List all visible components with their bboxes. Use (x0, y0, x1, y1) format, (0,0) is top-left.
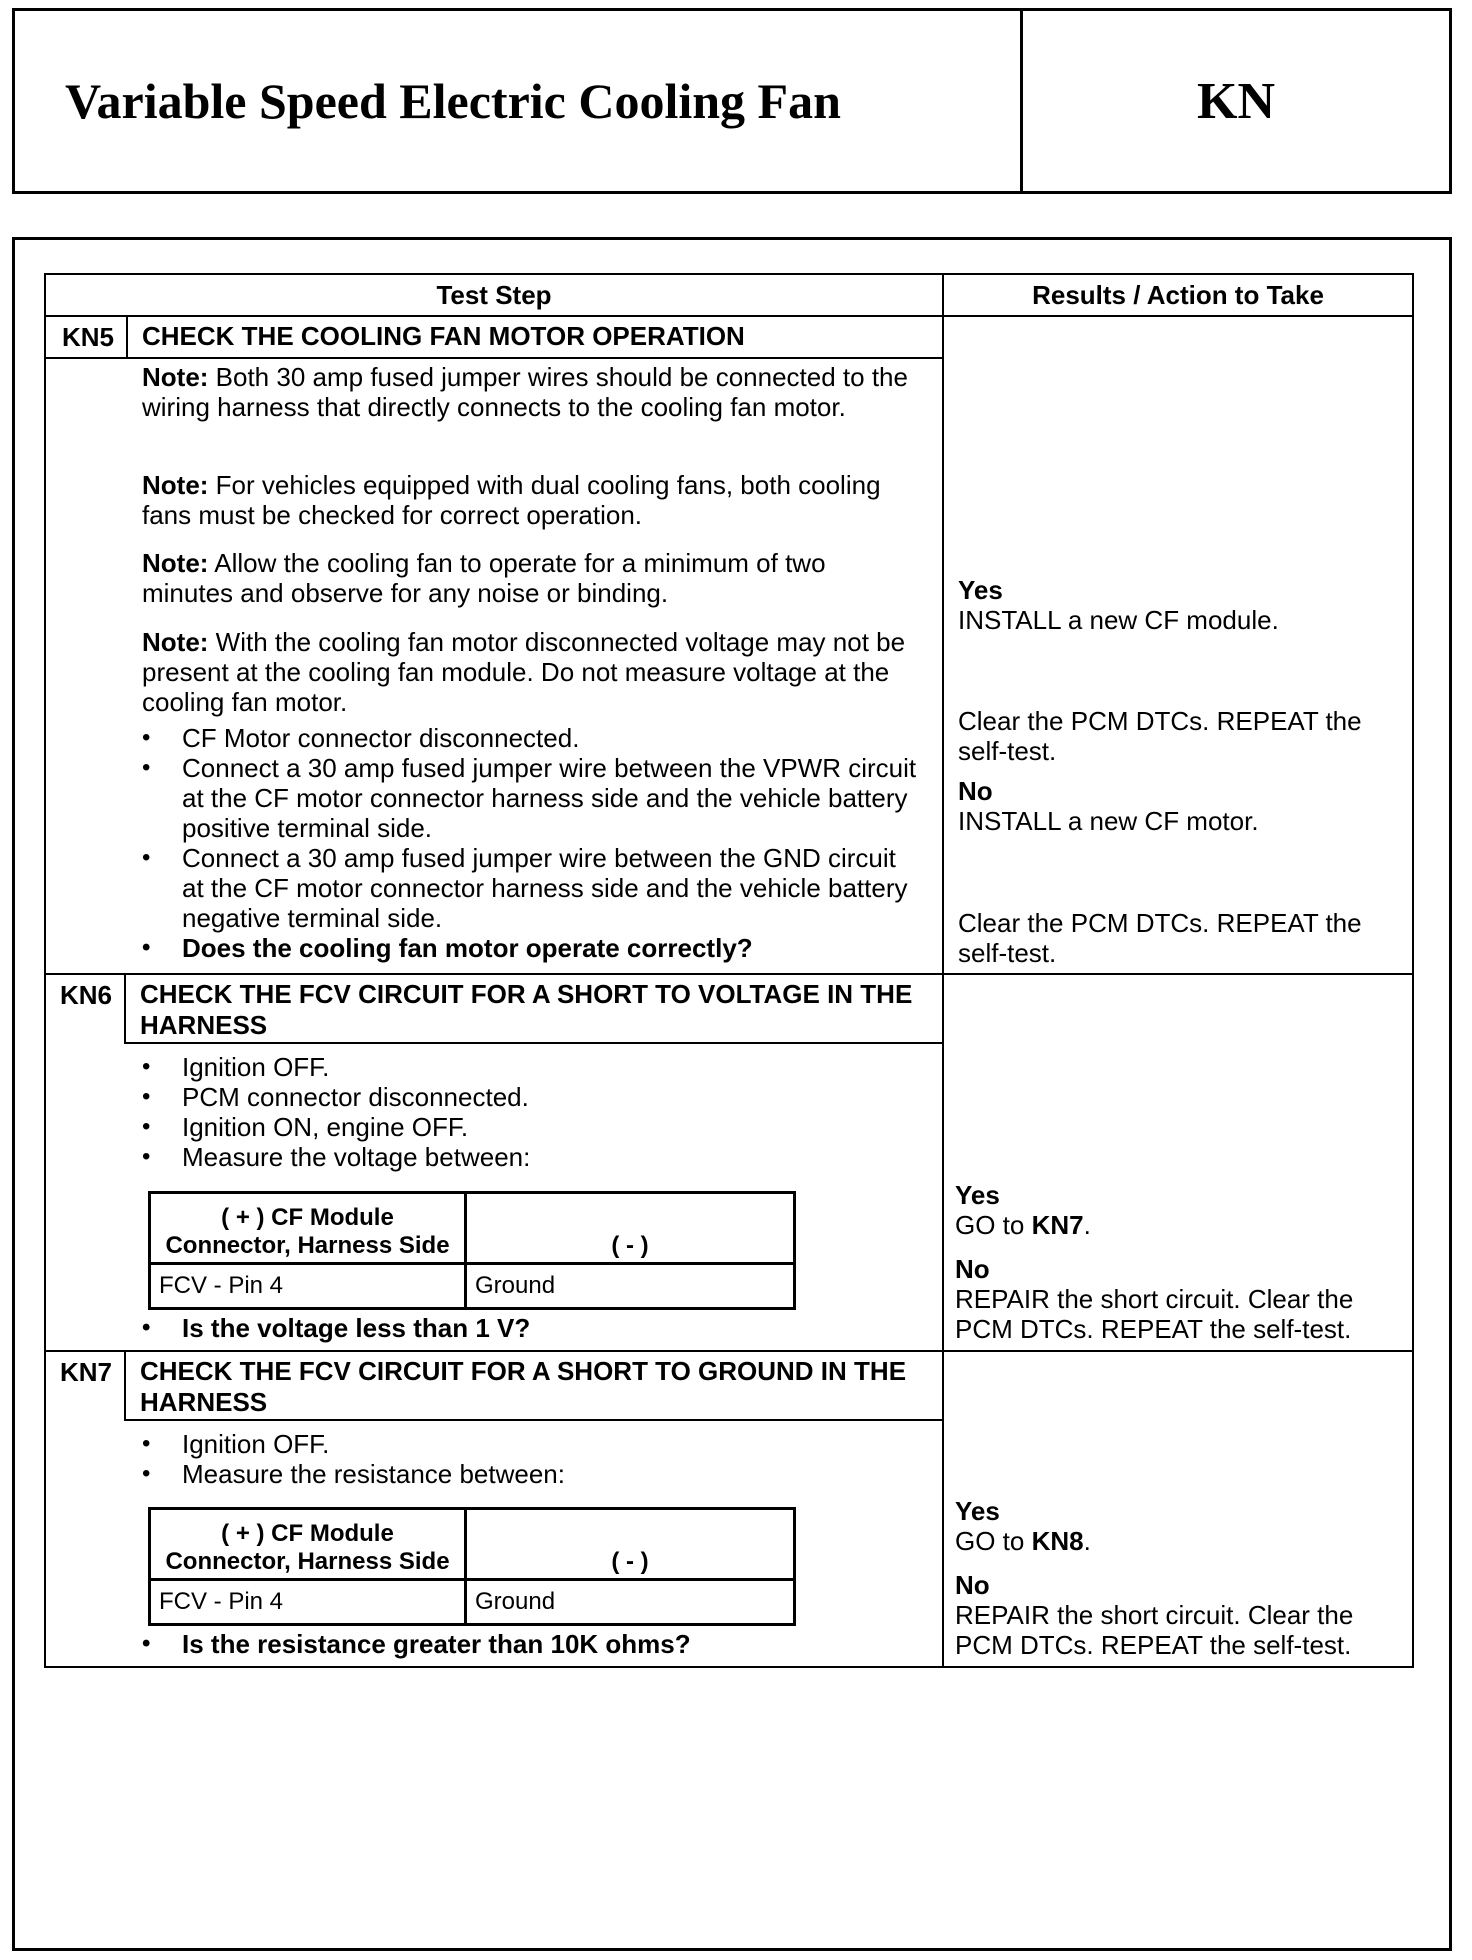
kn6-yes-result: Yes GO to KN7. (955, 1180, 1405, 1240)
kn6-heading-divider (124, 1042, 944, 1044)
kn5-question: • Does the cooling fan motor operate correctly? (140, 933, 920, 963)
kn5-no-clear: Clear the PCM DTCs. REPEAT the self-test. (958, 908, 1362, 968)
kn5-heading-divider (44, 357, 944, 359)
mini-cell-negative: Ground (466, 1580, 795, 1625)
table-border-right (1412, 273, 1414, 1668)
column-header-test-step: Test Step (436, 279, 552, 310)
section-code: KN (1197, 72, 1275, 130)
header-row-divider (44, 315, 1414, 317)
table-border-bottom (44, 1666, 1414, 1668)
kn6-measurement-table (148, 1191, 796, 1310)
list-item: • PCM connector disconnected. (140, 1082, 920, 1112)
kn7-heading: CHECK THE FCV CIRCUIT FOR A SHORT TO GROUND IN THE HARNESS (140, 1356, 907, 1417)
mini-header-negative: ( - ) (466, 1193, 795, 1264)
kn5-heading: CHECK THE COOLING FAN MOTOR OPERATION (142, 321, 745, 351)
kn5-yes-result (958, 575, 1403, 635)
kn5-note-1: Note: Both 30 amp fused jumper wires should be connected to the wiring harness that directly connects to the cooling fan motor. (142, 362, 908, 422)
kn6-question: • Is the voltage less than 1 V? (140, 1313, 920, 1343)
no-label: No (955, 1254, 990, 1284)
kn7-measurement-table (148, 1507, 796, 1626)
list-item: • Ignition OFF. (140, 1052, 920, 1082)
kn5-note-3: Note: Allow the cooling fan to operate for a minimum of two minutes and observe for any noise or binding. (142, 548, 826, 608)
no-label: No (955, 1570, 990, 1600)
table-border-left (44, 273, 46, 1668)
column-header-results: Results / Action to Take (1032, 279, 1324, 310)
kn5-note-4: Note: With the cooling fan motor disconnected voltage may not be present at the cooling fan module. Do not measure voltage at the cooling fan motor. (142, 627, 906, 717)
yes-label: Yes (958, 575, 1003, 605)
yes-label: Yes (955, 1180, 1000, 1210)
yes-go: GO to (955, 1526, 1032, 1556)
mini-header-positive: ( + ) CF Module Connector, Harness Side (150, 1193, 466, 1264)
kn5-yes-clear: Clear the PCM DTCs. REPEAT the self-test. (958, 706, 1362, 766)
no-label: No (958, 776, 993, 806)
kn5-code-divider (126, 316, 128, 358)
kn6-question-list (140, 1313, 920, 1343)
mini-cell-positive: FCV - Pin 4 (150, 1264, 466, 1309)
kn7-heading-divider (124, 1419, 944, 1421)
kn7-no-result (955, 1570, 1405, 1660)
kn6-code: KN6 (59, 980, 112, 1010)
mini-cell-positive: FCV - Pin 4 (150, 1580, 466, 1625)
list-item: • Connect a 30 amp fused jumper wire between the VPWR circuit at the CF motor connector harness side and the vehicle battery positive terminal side. (140, 753, 920, 843)
mini-header-positive: ( + ) CF Module Connector, Harness Side (150, 1509, 466, 1580)
table-column-divider (942, 273, 944, 1668)
kn7-procedure-list (140, 1429, 920, 1489)
kn6-no-result (955, 1254, 1405, 1344)
no-action: REPAIR the short circuit. Clear the PCM DTCs. REPEAT the self-test. (955, 1600, 1354, 1660)
no-action: INSTALL a new CF motor. (958, 806, 1259, 836)
yes-label: Yes (955, 1496, 1000, 1526)
page-header (12, 8, 1452, 194)
yes-action: INSTALL a new CF module. (958, 605, 1279, 635)
kn5-code: KN5 (61, 322, 114, 352)
page-title: Variable Speed Electric Cooling Fan (65, 73, 841, 129)
no-action: REPAIR the short circuit. Clear the PCM DTCs. REPEAT the self-test. (955, 1284, 1354, 1344)
list-item: • Measure the resistance between: (140, 1459, 920, 1489)
list-item: • CF Motor connector disconnected. (140, 723, 920, 753)
kn7-question-list (140, 1629, 920, 1659)
kn5-note-2: Note: For vehicles equipped with dual cooling fans, both cooling fans must be checked for correct operation. (142, 470, 881, 530)
kn6-procedure-list (140, 1052, 920, 1172)
kn5-no-result (958, 776, 1403, 836)
mini-header-negative: ( - ) (466, 1509, 795, 1580)
kn7-yes-result: Yes GO to KN8. (955, 1496, 1405, 1556)
kn7-row-divider (44, 1350, 1414, 1352)
kn6-code-divider (124, 974, 126, 1042)
mini-cell-negative: Ground (466, 1264, 795, 1309)
list-item: • Ignition ON, engine OFF. (140, 1112, 920, 1142)
list-item: • Ignition OFF. (140, 1429, 920, 1459)
kn6-heading: CHECK THE FCV CIRCUIT FOR A SHORT TO VOLTAGE IN THE HARNESS (140, 979, 913, 1040)
yes-go: GO to (955, 1210, 1032, 1240)
yes-target-step: KN8 (1031, 1526, 1084, 1556)
yes-target-step: KN7 (1031, 1210, 1084, 1240)
kn7-code-divider (124, 1352, 126, 1420)
kn7-code: KN7 (59, 1357, 112, 1387)
kn5-procedure-list (140, 723, 920, 963)
list-item: • Measure the voltage between: (140, 1142, 920, 1172)
kn7-question: • Is the resistance greater than 10K ohms? (140, 1629, 920, 1659)
list-item: • Connect a 30 amp fused jumper wire between the GND circuit at the CF motor connector harness side and the vehicle battery negative terminal side. (140, 843, 920, 933)
kn6-row-divider (44, 973, 1414, 975)
